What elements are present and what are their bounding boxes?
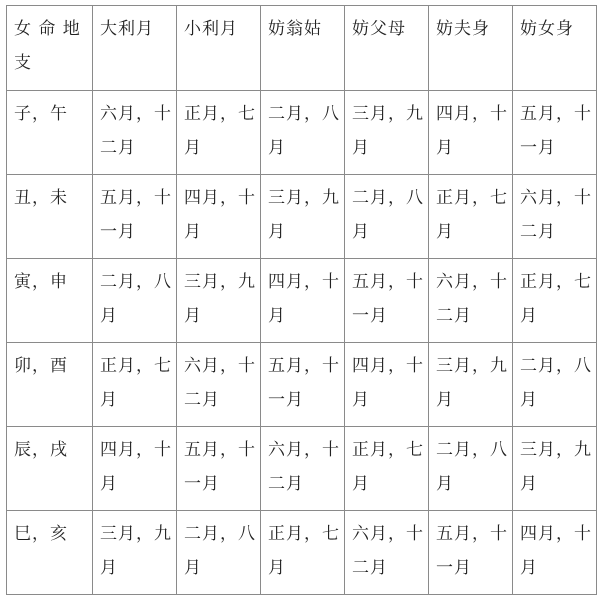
table-cell: 四月，十月 — [261, 259, 345, 343]
header-row — [7, 6, 597, 91]
table-row — [7, 175, 597, 259]
table-cell: 六月，十二月 — [93, 91, 177, 175]
header-cell-branch: 女 命 地支 — [7, 6, 93, 91]
header-cell-in-laws: 妨翁姑 — [261, 6, 345, 91]
header-cell-husband: 妨夫身 — [429, 6, 513, 91]
table-cell: 三月，九月 — [429, 343, 513, 427]
table-cell: 六月，十二月 — [177, 343, 261, 427]
row-label-cell: 丑，未 — [7, 175, 93, 259]
table-cell: 二月，八月 — [513, 343, 597, 427]
table-row — [7, 511, 597, 595]
table-cell: 六月，十二月 — [261, 427, 345, 511]
table-cell: 二月，八月 — [177, 511, 261, 595]
table-cell: 正月，七月 — [429, 175, 513, 259]
table-cell: 六月，十二月 — [345, 511, 429, 595]
table-cell: 二月，八月 — [345, 175, 429, 259]
table-cell: 四月，十月 — [513, 511, 597, 595]
table-cell: 六月，十二月 — [429, 259, 513, 343]
row-label-cell: 子，午 — [7, 91, 93, 175]
row-label-cell: 辰，戌 — [7, 427, 93, 511]
table-cell: 四月，十月 — [177, 175, 261, 259]
table-cell: 六月，十二月 — [513, 175, 597, 259]
table-cell: 正月，七月 — [345, 427, 429, 511]
table-cell: 二月，八月 — [261, 91, 345, 175]
table-row — [7, 259, 597, 343]
table-cell: 二月，八月 — [93, 259, 177, 343]
table-cell: 正月，七月 — [261, 511, 345, 595]
row-label-cell: 寅，申 — [7, 259, 93, 343]
table-cell: 正月，七月 — [177, 91, 261, 175]
table-cell: 正月，七月 — [513, 259, 597, 343]
table-cell: 五月，十一月 — [93, 175, 177, 259]
table-cell: 四月，十月 — [429, 91, 513, 175]
header-cell-parents: 妨父母 — [345, 6, 429, 91]
table-row — [7, 343, 597, 427]
row-label-cell: 巳，亥 — [7, 511, 93, 595]
table-cell: 三月，九月 — [93, 511, 177, 595]
table-cell: 五月，十一月 — [345, 259, 429, 343]
row-label-cell: 卯，酉 — [7, 343, 93, 427]
table-row — [7, 91, 597, 175]
table-cell: 正月，七月 — [93, 343, 177, 427]
table-cell: 五月，十一月 — [177, 427, 261, 511]
table-row — [7, 427, 597, 511]
table-cell: 三月，九月 — [513, 427, 597, 511]
table-cell: 三月，九月 — [177, 259, 261, 343]
header-cell-minor-lucky: 小利月 — [177, 6, 261, 91]
table-cell: 四月，十月 — [345, 343, 429, 427]
table-cell: 二月，八月 — [429, 427, 513, 511]
table-cell: 三月，九月 — [261, 175, 345, 259]
marriage-month-table-container — [6, 5, 597, 595]
table-cell: 四月，十月 — [93, 427, 177, 511]
header-cell-daughter: 妨女身 — [513, 6, 597, 91]
table-cell: 五月，十一月 — [261, 343, 345, 427]
table-cell: 三月，九月 — [345, 91, 429, 175]
header-cell-major-lucky: 大利月 — [93, 6, 177, 91]
table-cell: 五月，十一月 — [513, 91, 597, 175]
marriage-month-table — [6, 5, 597, 595]
table-cell: 五月，十一月 — [429, 511, 513, 595]
